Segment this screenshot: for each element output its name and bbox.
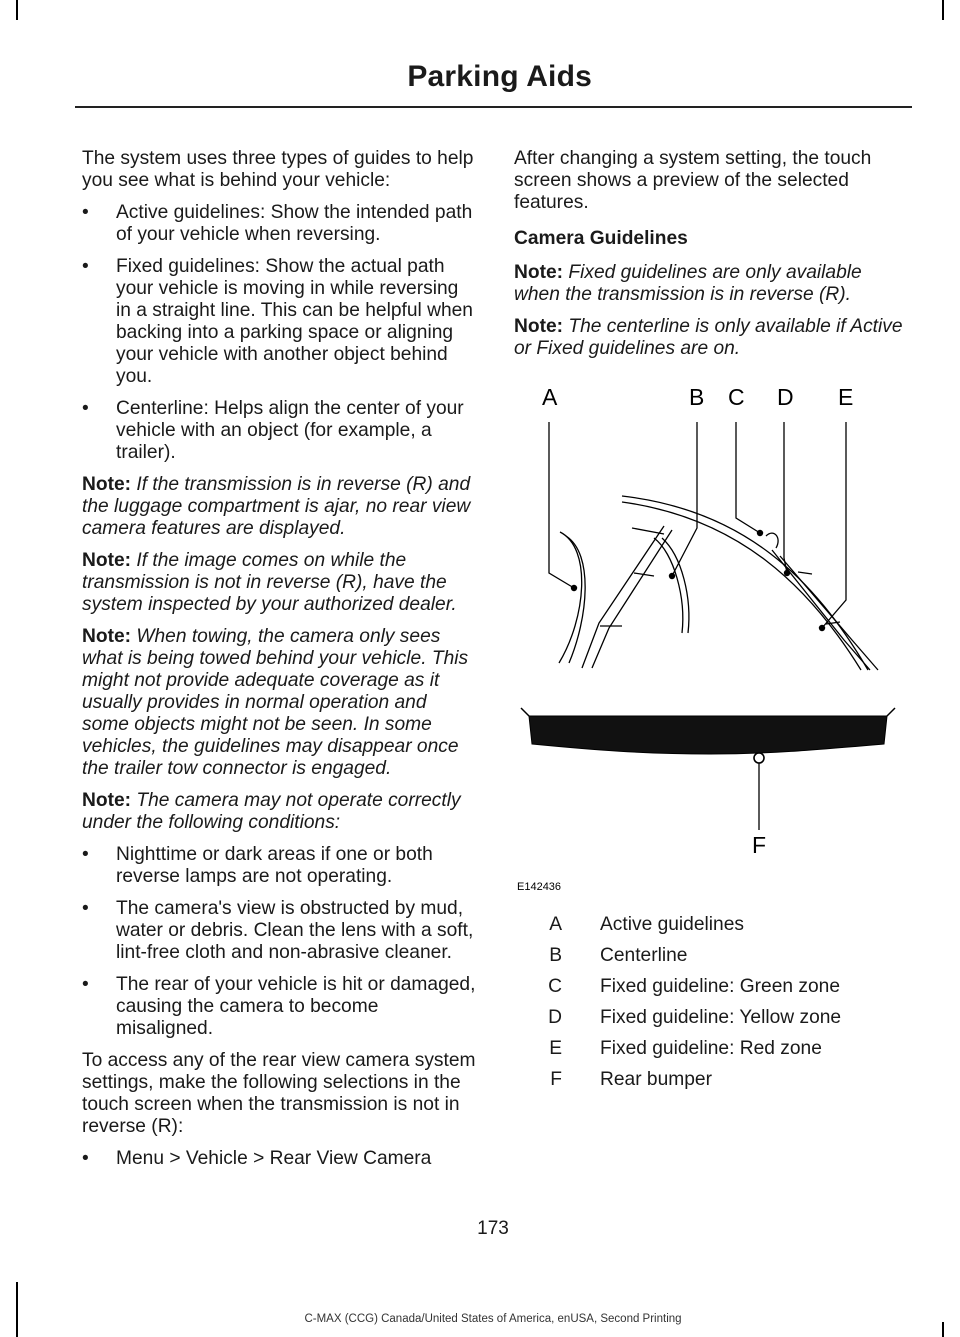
callout-a-dot <box>571 585 577 591</box>
callout-f-label: F <box>752 832 767 858</box>
list-item <box>82 974 477 1040</box>
note-paragraph <box>514 316 912 360</box>
note-label: Note: <box>82 626 132 647</box>
note-paragraph <box>82 790 477 834</box>
image-code: E142436 <box>517 881 562 893</box>
callout-d-dot <box>784 570 790 576</box>
access-paragraph: To access any of the rear view camera system settings, make the following selections in the touch screen when the transmission is not in reverse (R): <box>82 1050 476 1137</box>
legend-label: Active guidelines <box>600 914 744 935</box>
legend-row <box>514 1038 912 1069</box>
rear-bumper-shape <box>529 716 887 754</box>
note-paragraph <box>514 262 912 306</box>
note-paragraph <box>82 550 477 616</box>
list-item <box>82 256 477 388</box>
conditions-list <box>82 844 477 1040</box>
legend-key: B <box>549 945 562 966</box>
legend-key: C <box>548 976 562 997</box>
note-paragraph <box>82 626 477 780</box>
legend-label: Fixed guideline: Yellow zone <box>600 1007 842 1028</box>
list-item <box>82 398 477 464</box>
legend-key: E <box>549 1038 562 1059</box>
list-item-text: Centerline: Helps align the center of your vehicle with an object (for example, a trailer). <box>116 398 464 463</box>
bullet-icon: • <box>82 898 89 919</box>
note-label: Note: <box>82 474 132 495</box>
note-label: Note: <box>514 262 564 283</box>
bullet-icon: • <box>82 256 89 277</box>
fixed-guideline-right-outer <box>772 550 870 670</box>
camera-guidelines-figure <box>514 378 912 898</box>
note-label: Note: <box>82 790 132 811</box>
callout-a-label: A <box>542 384 558 410</box>
bullet-icon: • <box>82 202 89 223</box>
legend-row <box>514 1069 912 1100</box>
menu-path-list <box>82 1148 477 1170</box>
legend-key: F <box>550 1069 562 1090</box>
list-item <box>82 1148 477 1170</box>
legend-label: Centerline <box>600 945 688 966</box>
legend-label: Fixed guideline: Green zone <box>600 976 840 997</box>
crop-mark-bottom-left <box>16 1282 18 1337</box>
active-guideline-arc-outer <box>622 496 868 670</box>
list-item-text: Nighttime or dark areas if one or both reverse lamps are not operating. <box>116 844 433 887</box>
header-divider <box>75 106 912 108</box>
callout-c-label: C <box>728 384 745 410</box>
leader-line-e <box>822 422 846 628</box>
legend-label: Fixed guideline: Red zone <box>600 1038 822 1059</box>
callout-e-label: E <box>838 384 854 410</box>
left-column <box>82 148 477 1180</box>
list-item-text: The rear of your vehicle is hit or damaged, causing the camera to become misaligned. <box>116 974 476 1039</box>
fixed-guideline-tick <box>632 528 664 534</box>
note-text: When towing, the camera only sees what is being towed behind your vehicle. This might not provide adequate coverage as it usually provides in normal operation and some objects might not be seen. In some vehicles, the guidelines may disappear once the trailer tow connector is engaged. <box>82 626 469 779</box>
legend-key: D <box>548 1007 562 1028</box>
fixed-guideline-tick <box>766 533 778 548</box>
figure-legend <box>514 914 912 1100</box>
bullet-icon: • <box>82 844 89 865</box>
legend-row <box>514 976 912 1007</box>
callout-b-dot <box>669 573 675 579</box>
preview-paragraph: After changing a system setting, the touch screen shows a preview of the selected features. <box>514 148 872 213</box>
leader-line-b <box>672 422 697 576</box>
note-text: If the image comes on while the transmission is not in reverse (R), have the system inspected by your authorized dealer. <box>82 550 457 615</box>
leader-line-c <box>736 422 760 533</box>
crop-mark-top-right <box>942 0 944 20</box>
active-guideline-left-outer <box>559 532 582 663</box>
list-item <box>82 898 477 964</box>
bullet-icon: • <box>82 398 89 419</box>
page-number: 173 <box>477 1218 509 1239</box>
legend-row <box>514 945 912 976</box>
note-text: The camera may not operate correctly under the following conditions: <box>82 790 461 833</box>
intro-paragraph: The system uses three types of guides to help you see what is behind your vehicle: <box>82 148 474 191</box>
note-text: Fixed guidelines are only available when the transmission is in reverse (R). <box>514 262 862 305</box>
list-item-text: The camera's view is obstructed by mud, water or debris. Clean the lens with a soft, lint-free cloth and non-abrasive cleaner. <box>116 898 474 963</box>
callout-f-dot <box>754 753 764 763</box>
callout-e-dot <box>819 625 825 631</box>
rear-bumper-edge <box>521 708 895 716</box>
leader-line-d <box>784 422 787 573</box>
callout-d-label: D <box>777 384 794 410</box>
note-text: If the transmission is in reverse (R) and the luggage compartment is ajar, no rear view camera features are displayed. <box>82 474 471 539</box>
legend-label: Rear bumper <box>600 1069 712 1090</box>
bullet-icon: • <box>82 1148 89 1169</box>
active-guideline-arc-inner <box>622 502 861 670</box>
guide-types-list <box>82 202 477 464</box>
crop-mark-top-left <box>16 0 18 20</box>
bullet-icon: • <box>82 974 89 995</box>
note-text: The centerline is only available if Active or Fixed guidelines are on. <box>514 316 903 359</box>
legend-row <box>514 914 912 945</box>
list-item-text: Active guidelines: Show the intended path of your vehicle when reversing. <box>116 202 473 245</box>
list-item-text: Fixed guidelines: Show the actual path your vehicle is moving in while reversing in a straight line. This can be helpful when backing into a parking space or aligning your vehicle with another object behind you. <box>116 256 473 387</box>
right-column <box>514 148 912 370</box>
legend-row <box>514 1007 912 1038</box>
fixed-guideline-tick <box>798 572 812 574</box>
list-item <box>82 844 477 888</box>
list-item <box>82 202 477 246</box>
fixed-guideline-left-inner <box>592 530 672 668</box>
page-title: Parking Aids <box>407 60 592 93</box>
guidelines-diagram <box>514 378 912 898</box>
publication-footer: C-MAX (CCG) Canada/United States of America, enUSA, Second Printing <box>304 1313 682 1325</box>
fixed-guideline-right-inner <box>780 556 878 670</box>
fixed-guideline-left-outer <box>582 526 664 668</box>
callout-b-label: B <box>689 384 705 410</box>
note-label: Note: <box>514 316 564 337</box>
section-heading: Camera Guidelines <box>514 228 688 249</box>
leader-line-a <box>549 422 574 588</box>
callout-c-dot <box>757 530 763 536</box>
legend-key: A <box>549 914 562 935</box>
menu-path: Menu > Vehicle > Rear View Camera <box>116 1148 432 1169</box>
note-label: Note: <box>82 550 132 571</box>
note-paragraph <box>82 474 477 540</box>
